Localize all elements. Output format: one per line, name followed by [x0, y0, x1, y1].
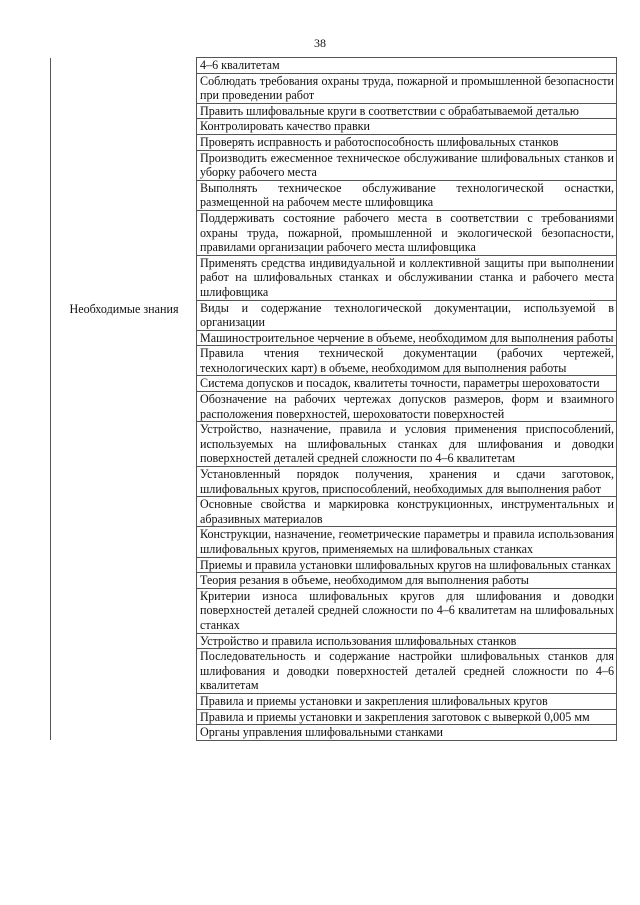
requirement-item: Проверять исправность и работоспособность шлифовальных станков [197, 134, 617, 150]
section-label-cell-continued [51, 58, 197, 301]
requirement-item: Править шлифовальные круги в соответствии с обрабатываемой деталью [197, 103, 617, 119]
requirement-item: Устройство, назначение, правила и условия применения приспособлений, используемых на шлифовальных станках для шлифования и доводки поверхностей деталей средней сложности по 4–6 квалитетам [197, 422, 617, 467]
requirement-item: Устройство и правила использования шлифовальных станков [197, 633, 617, 649]
requirement-item: Правила чтения технической документации (рабочих чертежей, технологических карт) в объеме, необходимом для выполнения работы [197, 346, 617, 376]
requirement-item: Установленный порядок получения, хранения и сдачи заготовок, шлифовальных кругов, приспособлений, необходимых для выполнения работ [197, 467, 617, 497]
requirement-item: Соблюдать требования охраны труда, пожарной и промышленной безопасности при проведении работ [197, 73, 617, 103]
requirement-item: Поддерживать состояние рабочего места в соответствии с требованиями охраны труда, пожарной, промышленной и экологической безопасности, правилами организации рабочего места шлифовщика [197, 210, 617, 255]
requirement-item: Правила и приемы установки и закрепления заготовок с выверкой 0,005 мм [197, 709, 617, 725]
requirement-item: Система допусков и посадок, квалитеты точности, параметры шероховатости [197, 376, 617, 392]
requirement-item: Производить ежесменное техническое обслуживание шлифовальных станков и уборку рабочего места [197, 150, 617, 180]
requirement-item: Применять средства индивидуальной и коллективной защиты при выполнении работ на шлифовальных станках и обслуживании станка и рабочего места шлифовщика [197, 255, 617, 300]
table-row [51, 58, 617, 74]
requirement-item: Теория резания в объеме, необходимом для выполнения работы [197, 573, 617, 589]
requirement-item: Критерии износа шлифовальных кругов для шлифования и доводки поверхностей деталей средней сложности по 4–6 квалитетам на шлифовальных станках [197, 588, 617, 633]
requirement-item: Выполнять техническое обслуживание технологической оснастки, размещенной на рабочем месте шлифовщика [197, 180, 617, 210]
requirement-item: Правила и приемы установки и закрепления шлифовальных кругов [197, 693, 617, 709]
requirement-item: Контролировать качество правки [197, 119, 617, 135]
table-row [51, 300, 617, 330]
requirement-item: Основные свойства и маркировка конструкционных, инструментальных и абразивных материалов [197, 497, 617, 527]
requirement-item: Органы управления шлифовальными станками [197, 725, 617, 741]
requirement-item: Машиностроительное черчение в объеме, необходимом для выполнения работы [197, 330, 617, 346]
page-number: 38 [314, 36, 326, 50]
requirement-item: Обозначение на рабочих чертежах допусков размеров, форм и взаимного расположения поверхностей, шероховатости поверхностей [197, 392, 617, 422]
section-label-cell: Необходимые знания [51, 300, 197, 740]
requirement-item: Виды и содержание технологической документации, используемой в организации [197, 300, 617, 330]
requirement-item: 4–6 квалитетам [197, 58, 617, 74]
requirements-table [50, 57, 617, 741]
requirement-item: Последовательность и содержание настройки шлифовальных станков для шлифования и доводки поверхностей деталей средней сложности по 4–6 квалитетам [197, 649, 617, 694]
requirement-item: Конструкции, назначение, геометрические параметры и правила использования шлифовальных кругов, применяемых на шлифовальных станках [197, 527, 617, 557]
requirements-table-body [51, 58, 617, 741]
requirement-item: Приемы и правила установки шлифовальных кругов на шлифовальных станках [197, 557, 617, 573]
